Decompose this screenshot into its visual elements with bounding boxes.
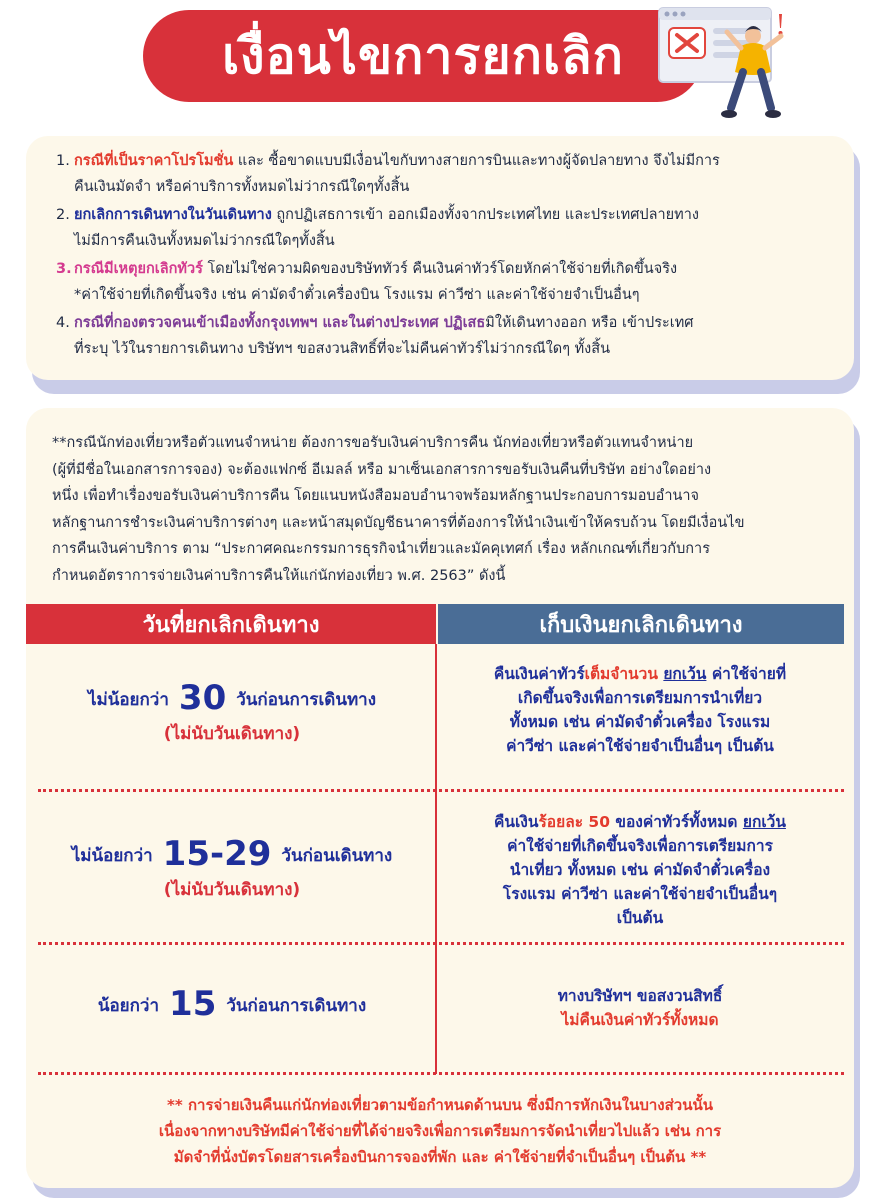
refund-text: คืนเงินค่าทัวร์ xyxy=(493,665,585,683)
days-note: (ไม่นับวันเดินทาง) xyxy=(163,880,301,900)
page-title: เงื่อนไขการยกเลิก xyxy=(222,26,624,85)
refund-text: ค่าใช้จ่ายที่ xyxy=(706,665,787,683)
condition-item xyxy=(56,148,836,200)
days-prefix: ไม่น้อยกว่า xyxy=(71,846,153,866)
refund-text: คืนเงิน xyxy=(494,813,539,831)
footnote-line: ** การจ่ายเงินคืนแก่นักท่องเที่ยวตามข้อกำหนดด้านบน ซึ่งมีการหักเงินในบางส่วนนั้น xyxy=(167,1096,713,1114)
refund-line: ค่าวีซ่า และค่าใช้จ่ายจำเป็นอื่นๆ เป็นต้น xyxy=(506,737,774,755)
condition-number: 1. xyxy=(56,153,70,169)
condition-item xyxy=(56,202,836,254)
refund-intro-paragraph xyxy=(52,430,834,589)
refund-except: ยกเว้น xyxy=(742,813,786,831)
row-divider xyxy=(38,789,844,792)
cancel-window-person-illustration-icon xyxy=(655,2,795,132)
table-column-divider xyxy=(435,644,437,1074)
condition-highlight: กรณีมีเหตุยกเลิกทัวร์ xyxy=(74,261,203,277)
refund-except: ยกเว้น xyxy=(663,665,707,683)
footnote-line: เนื่องจากทางบริษัทมีค่าใช้จ่ายที่ได้จ่ายจริงเพื่อการเตรียมการจัดนำเที่ยวไปแล้ว เช่น การ xyxy=(158,1122,722,1140)
condition-text: และ ซื้อขาดแบบมีเงื่อนไขกับทางสายการบินและทางผู้จัดปลายทาง จึงไม่มีการ xyxy=(233,153,720,169)
days-number: 15-29 xyxy=(162,834,272,874)
condition-item xyxy=(56,256,836,308)
table-row-2-right xyxy=(448,810,832,930)
table-row-1-left xyxy=(30,678,434,747)
condition-number: 2. xyxy=(56,207,70,223)
refund-line: เป็นต้น xyxy=(616,909,664,927)
refund-line: ค่าใช้จ่ายที่เกิดขึ้นจริงเพื่อการเตรียมการ xyxy=(507,837,773,855)
refund-line: ทางบริษัทฯ ขอสงวนสิทธิ์ xyxy=(557,987,723,1005)
refund-highlight: เต็มจำนวน xyxy=(584,665,658,683)
row-divider xyxy=(38,1072,844,1075)
condition-highlight: กรณีที่กองตรวจคนเข้าเมืองทั้งกรุงเทพฯ และในต่างประเทศ ปฏิเสธ xyxy=(74,315,486,331)
condition-number: 3. xyxy=(56,261,72,277)
condition-number: 4. xyxy=(56,315,70,331)
intro-line: (ผู้ที่มีชื่อในเอกสารการจอง) จะต้องแฟกซ์ อีเมลล์ หรือ มาเซ็นเอกสารการขอรับเงินคืนที่บริษัท อย่างใดอย่าง xyxy=(52,461,712,478)
footnote xyxy=(40,1092,840,1170)
refund-highlight: ร้อยละ 50 xyxy=(538,813,610,831)
days-prefix: น้อยกว่า xyxy=(97,996,160,1016)
days-suffix: วันก่อนการเดินทาง xyxy=(236,690,377,710)
refund-highlight: ไม่คืนเงินค่าทัวร์ทั้งหมด xyxy=(561,1011,719,1029)
condition-highlight: ยกเลิกการเดินทางในวันเดินทาง xyxy=(74,207,272,223)
refund-line: ทั้งหมด เช่น ค่ามัดจำตั๋วเครื่อง โรงแรม xyxy=(509,713,771,731)
title-banner xyxy=(143,10,703,102)
footnote-line: มัดจำที่นั่งบัตรโดยสารเครื่องบินการจองที่พัก และ ค่าใช้จ่ายที่จำเป็นอื่นๆ เป็นต้น ** xyxy=(173,1148,707,1166)
condition-text: โดยไม่ใช่ความผิดของบริษัททัวร์ คืนเงินค่าทัวร์โดยหักค่าใช้จ่ายที่เกิดขึ้นจริง xyxy=(202,261,678,277)
refund-text: ของค่าทัวร์ทั้งหมด xyxy=(610,813,743,831)
days-note: (ไม่นับวันเดินทาง) xyxy=(163,724,301,744)
condition-text-line2: *ค่าใช้จ่ายที่เกิดขึ้นจริง เช่น ค่ามัดจำตั๋วเครื่องบิน โรงแรม ค่าวีซ่า และค่าใช้จ่ายจำเป็นอื่นๆ xyxy=(74,287,640,303)
days-number: 30 xyxy=(178,678,227,718)
table-row-1-right xyxy=(448,662,832,758)
days-suffix: วันก่อนการเดินทาง xyxy=(226,996,367,1016)
condition-text: ถูกปฏิเสธการเข้า ออกเมืองทั้งจากประเทศไทย และประเทศปลายทาง xyxy=(271,207,699,223)
days-suffix: วันก่อนเดินทาง xyxy=(281,846,393,866)
condition-text-line2: คืนเงินมัดจำ หรือค่าบริการทั้งหมดไม่ว่ากรณีใดๆทั้งสิ้น xyxy=(74,179,410,195)
condition-text: มิให้เดินทางออก หรือ เข้าประเทศ xyxy=(485,315,694,331)
table-row-3-left xyxy=(30,984,434,1024)
row-divider xyxy=(38,942,844,945)
days-prefix: ไม่น้อยกว่า xyxy=(87,690,169,710)
condition-text-line2: ที่ระบุ ไว้ในรายการเดินทาง บริษัทฯ ขอสงวนสิทธิ์ที่จะไม่คืนค่าทัวร์ไม่ว่ากรณีใดๆ ทั้งสิ้น xyxy=(74,341,610,357)
intro-line: การคืนเงินค่าบริการ ตาม “ประกาศคณะกรรมการธุรกิจนำเที่ยวและมัคคุเทศก์ เรื่อง หลักเกณฑ์เกี่ยวกับการ xyxy=(52,541,710,557)
table-header-cancel-date: วันที่ยกเลิกเดินทาง xyxy=(26,604,436,644)
intro-line: กำหนดอัตราการจ่ายเงินค่าบริการคืนให้แก่นักท่องเที่ยว พ.ศ. 2563” ดังนี้ xyxy=(52,567,506,584)
refund-line: นำเที่ยว ทั้งหมด เช่น ค่ามัดจำตั๋วเครื่อง xyxy=(509,861,771,879)
intro-line: หนึ่ง เพื่อทำเรื่องขอรับเงินค่าบริการคืน โดยแนบหนังสือมอบอำนาจพร้อมหลักฐานประกอบการมอบอำนาจ xyxy=(52,488,700,504)
table-row-3-right xyxy=(448,984,832,1032)
refund-line: โรงแรม ค่าวีซ่า และค่าใช้จ่ายจำเป็นอื่นๆ xyxy=(502,885,778,903)
days-number: 15 xyxy=(169,984,217,1024)
table-header-cancel-fee: เก็บเงินยกเลิกเดินทาง xyxy=(438,604,844,644)
condition-highlight: กรณีที่เป็นราคาโปรโมชั่น xyxy=(74,153,234,169)
condition-text-line2: ไม่มีการคืนเงินทั้งหมดไม่ว่ากรณีใดๆทั้งสิ้น xyxy=(74,233,335,249)
intro-line: **กรณีนักท่องเที่ยวหรือตัวแทนจำหน่าย ต้องการขอรับเงินค่าบริการคืน นักท่องเที่ยวหรือตัวแทนจำหน่าย xyxy=(52,435,694,451)
conditions-list xyxy=(56,148,836,364)
refund-line: เกิดขึ้นจริงเพื่อการเตรียมการนำเที่ยว xyxy=(517,689,763,707)
intro-line: หลักฐานการชำระเงินค่าบริการต่างๆ และหน้าสมุดบัญชีธนาคารที่ต้องการให้นำเงินเข้าให้ครบถ้วน โดยมีเงื่อนไข xyxy=(52,514,745,531)
table-row-2-left xyxy=(30,834,434,903)
condition-item xyxy=(56,310,836,362)
